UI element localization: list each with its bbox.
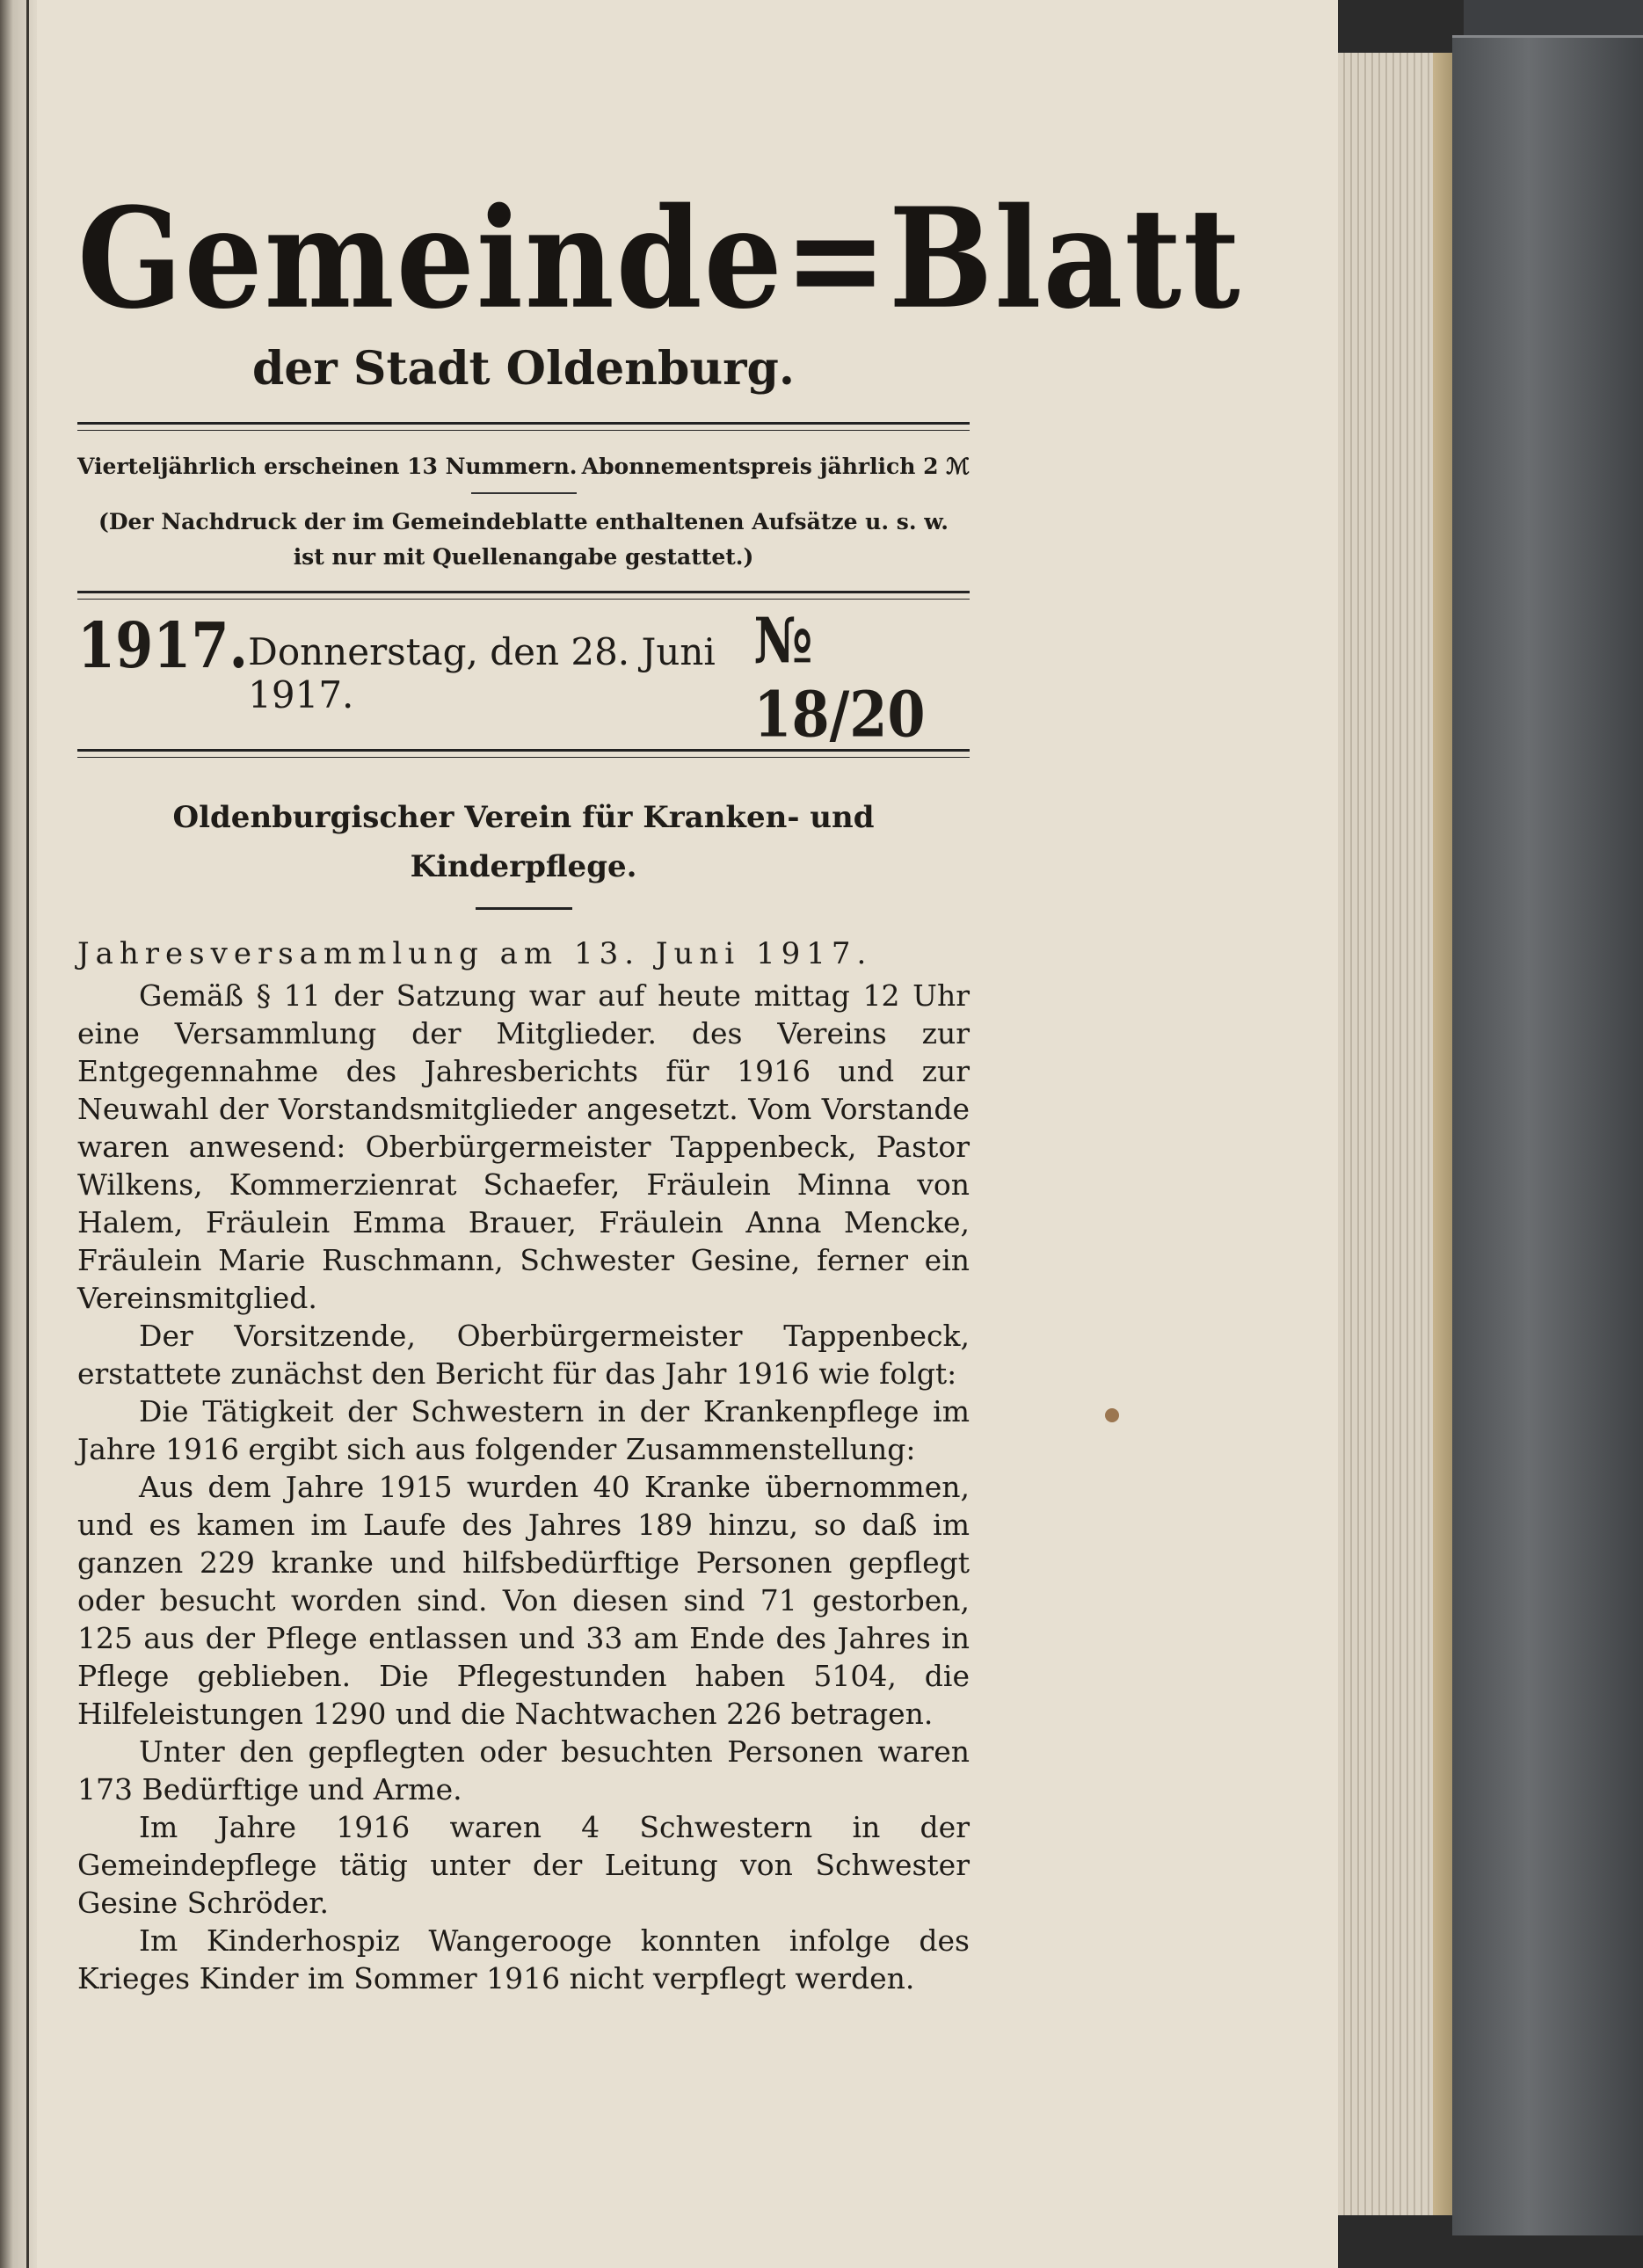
frequency-text: Vierteljährlich erscheinen 13 Nummern. (77, 454, 578, 479)
page-stack (1338, 53, 1452, 2215)
book-cover (1452, 35, 1643, 2235)
paragraph: Die Tätigkeit der Schwestern in der Krankenpflege im Jahre 1916 ergibt sich aus folgender Zusammenstellung: (77, 1394, 970, 1466)
paragraph: Im Kinderhospiz Wangerooge konnten infolge des Krieges Kinder im Sommer 1916 nicht verpflegt werden. (77, 1923, 970, 1995)
page-content (77, 178, 1242, 1997)
top-rule (77, 422, 970, 431)
article-title-line-1: Oldenburgischer Verein für Kranken- und (172, 800, 875, 835)
paragraph: Unter den gepflegten oder besuchten Personen waren 173 Bedürftige und Arme. (77, 1734, 970, 1806)
issue-year: 1917. (77, 608, 249, 683)
price-text: Abonnementspreis jährlich 2 ℳ (581, 454, 970, 479)
article-body (77, 977, 970, 1997)
notice-line-2: ist nur mit Quellenangabe gestattet.) (293, 544, 754, 570)
masthead-title: Gemeinde=Blatt (77, 178, 1242, 340)
issue-date: Donnerstag, den 28. Juni 1917. (248, 630, 716, 716)
paragraph: Im Jahre 1916 waren 4 Schwestern in der Gemeindepflege tätig unter der Leitung von Schwester Gesine Schröder. (77, 1810, 970, 1920)
paragraph: Gemäß § 11 der Satzung war auf heute mittag 12 Uhr eine Versammlung der Mitglieder. des Vereins zur Entgegennahme des Jahresberichts für 1916 und zur Neuwahl der Vorstandsmitglieder angesetzt. Vom Vorstande waren anwesend: Oberbürgermeister Tappenbeck, Pastor Wilkens, Kommerzienrat Schaefer, Fräulein Minna von Halem, Fräulein Emma Brauer, Fräulein Anna Mencke, Fräulein Marie Ruschmann, Schwester Gesine, ferner ein Vereinsmitglied. (77, 978, 970, 1315)
dateline (77, 604, 970, 752)
subscription-info (77, 452, 970, 482)
left-page-edge (0, 0, 37, 2268)
article-heading: Jahresversammlung am 13. Juni 1917. (77, 936, 873, 971)
cover-top (1464, 0, 1643, 35)
article-title (77, 793, 970, 891)
dateline-top-rule (77, 591, 970, 600)
notice-line-1: (Der Nachdruck der im Gemeindeblatte enthaltenen Aufsätze u. s. w. (98, 509, 949, 534)
article-title-line-2: Kinderpflege. (410, 849, 637, 884)
title-divider (476, 907, 572, 910)
paragraph: Der Vorsitzende, Oberbürgermeister Tappenbeck, erstattete zunächst den Bericht für das Jahr 1916 wie folgt: (77, 1319, 970, 1391)
paragraph: Aus dem Jahre 1915 wurden 40 Kranke übernommen, und es kamen im Laufe des Jahres 189 hinzu, so daß im ganzen 229 kranke und hilfsbedürftige Personen gepflegt oder besucht worden sind. Von diesen sind 71 gestorben, 125 aus der Pflege entlassen und 33 am Ende des Jahres in Pflege geblieben. Die Pflegestunden haben 5104, die Hilfeleistungen 1290 und die Nachtwachen 226 betragen. (77, 1470, 970, 1731)
issue-number: № 18/20 (753, 604, 926, 752)
masthead-subtitle: der Stadt Oldenburg. (251, 342, 796, 396)
short-divider (471, 492, 577, 494)
reprint-notice (77, 505, 970, 575)
binding-strip (26, 0, 29, 2268)
paper-stain (1105, 1408, 1119, 1422)
gilt-edge (1433, 53, 1452, 2215)
